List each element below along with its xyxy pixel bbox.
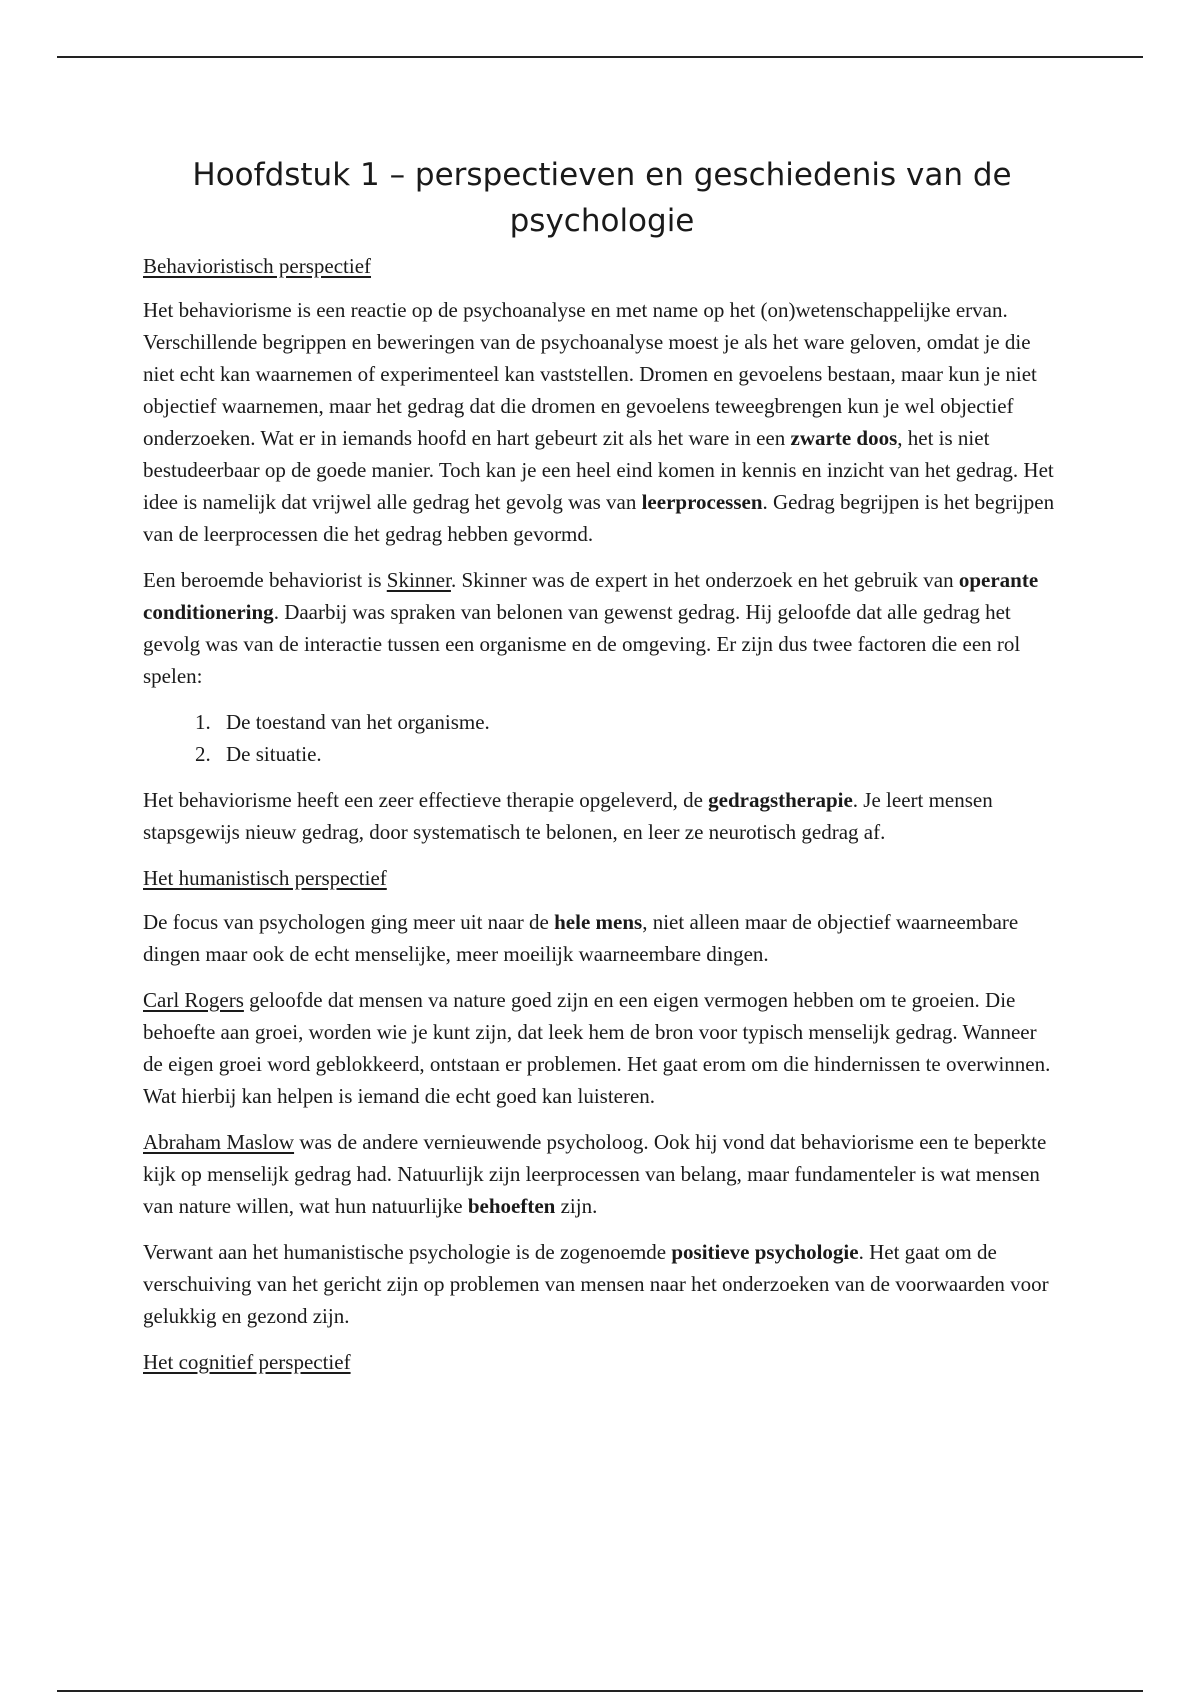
term-gedragstherapie: gedragstherapie <box>708 788 853 812</box>
paragraph-behaviorism-1: Het behaviorisme is een reactie op de psychoanalyse en met name op het (on)wetenschappelijke ervan. Verschillende begrippen en beweringen van de psychoanalyse moest je als het ware geloven, omdat je die niet echt kan waarnemen of experimenteel kan vaststellen. Dromen en gevoelens bestaan, maar kun je niet objectief waarnemen, maar het gedrag dat die dromen en gevoelens teweegbrengen kun je wel objectief onderzoeken. Wat er in iemands hoofd en hart gebeurt zit als het ware in een zwarte doos, het is niet bestudeerbaar op de goede manier. Toch kan je een heel eind komen in kennis en inzicht van het gedrag. Het idee is namelijk dat vrijwel alle gedrag het gevolg was van leerprocessen. Gedrag begrijpen is het begrijpen van de leerprocessen die het gedrag hebben gevormd. <box>143 298 1055 546</box>
document-page <box>143 152 1061 1390</box>
section-heading-behaviorism: Behavioristisch perspectief <box>143 254 372 278</box>
term-leerprocessen: leerprocessen <box>641 490 763 514</box>
term-behoeften: behoeften <box>467 1194 556 1218</box>
paragraph-behaviorism-3: Het behaviorisme heeft een zeer effectieve therapie opgeleverd, de gedragstherapie. Je leert mensen stapsgewijs nieuw gedrag, door systematisch te belonen, en leer ze neurotisch gedrag af. <box>143 788 993 844</box>
paragraph-humanism-2: Carl Rogers geloofde dat mensen va nature goed zijn en een eigen vermogen hebben om te groeien. Die behoefte aan groei, worden wie je kunt zijn, dat leek hem de bron voor typisch menselijk gedrag. Wanneer de eigen groei word geblokkeerd, ontstaan er problemen. Het gaat erom om die hindernissen te overwinnen. Wat hierbij kan helpen is iemand die echt goed kan luisteren. <box>143 988 1051 1108</box>
term-operante-conditionering: operante conditionering <box>143 568 1039 624</box>
section-heading-cognitive: Het cognitief perspectief <box>143 1350 351 1374</box>
list-item: 1. De toestand van het organisme. <box>216 706 1061 738</box>
paragraph-behaviorism-2: Een beroemde behaviorist is Skinner. Skinner was de expert in het onderzoek en het gebruik van operante conditionering. Daarbij was spraken van belonen van gewenst gedrag. Hij geloofde dat alle gedrag het gevolg was van de interactie tussen een organisme en de omgeving. Er zijn dus twee factoren die een rol spelen: <box>143 568 1039 688</box>
section-heading-humanism: Het humanistisch perspectief <box>143 866 387 890</box>
paragraph-humanism-1: De focus van psychologen ging meer uit naar de hele mens, niet alleen maar de objectief waarneembare dingen maar ook de echt menselijke, meer moeilijk waarneembare dingen. <box>143 910 1019 966</box>
term-hele-mens: hele mens <box>554 910 643 934</box>
header-rule <box>57 56 1143 58</box>
page-title: Hoofdstuk 1 – perspectieven en geschiedenis van de psychologie <box>192 157 1012 239</box>
term-zwarte-doos: zwarte doos <box>790 426 898 450</box>
paragraph-humanism-3: Abraham Maslow was de andere vernieuwende psycholoog. Ook hij vond dat behaviorisme een te beperkte kijk op menselijk gedrag had. Natuurlijk zijn leerprocessen van belang, maar fundamenteler is wat mensen van nature willen, wat hun natuurlijke behoeften zijn. <box>143 1130 1047 1218</box>
footer-rule <box>57 1690 1143 1692</box>
term-positieve-psychologie: positieve psychologie <box>671 1240 859 1264</box>
name-skinner: Skinner <box>386 568 451 592</box>
factor-list <box>143 706 1061 770</box>
paragraph-humanism-4: Verwant aan het humanistische psychologie is de zogenoemde positieve psychologie. Het gaat om de verschuiving van het gericht zijn op problemen van mensen naar het onderzoeken van de voorwaarden voor gelukkig en gezond zijn. <box>143 1240 1049 1328</box>
name-carl-rogers: Carl Rogers <box>143 988 244 1012</box>
list-item: 2. De situatie. <box>216 738 1061 770</box>
name-abraham-maslow: Abraham Maslow <box>143 1130 295 1154</box>
